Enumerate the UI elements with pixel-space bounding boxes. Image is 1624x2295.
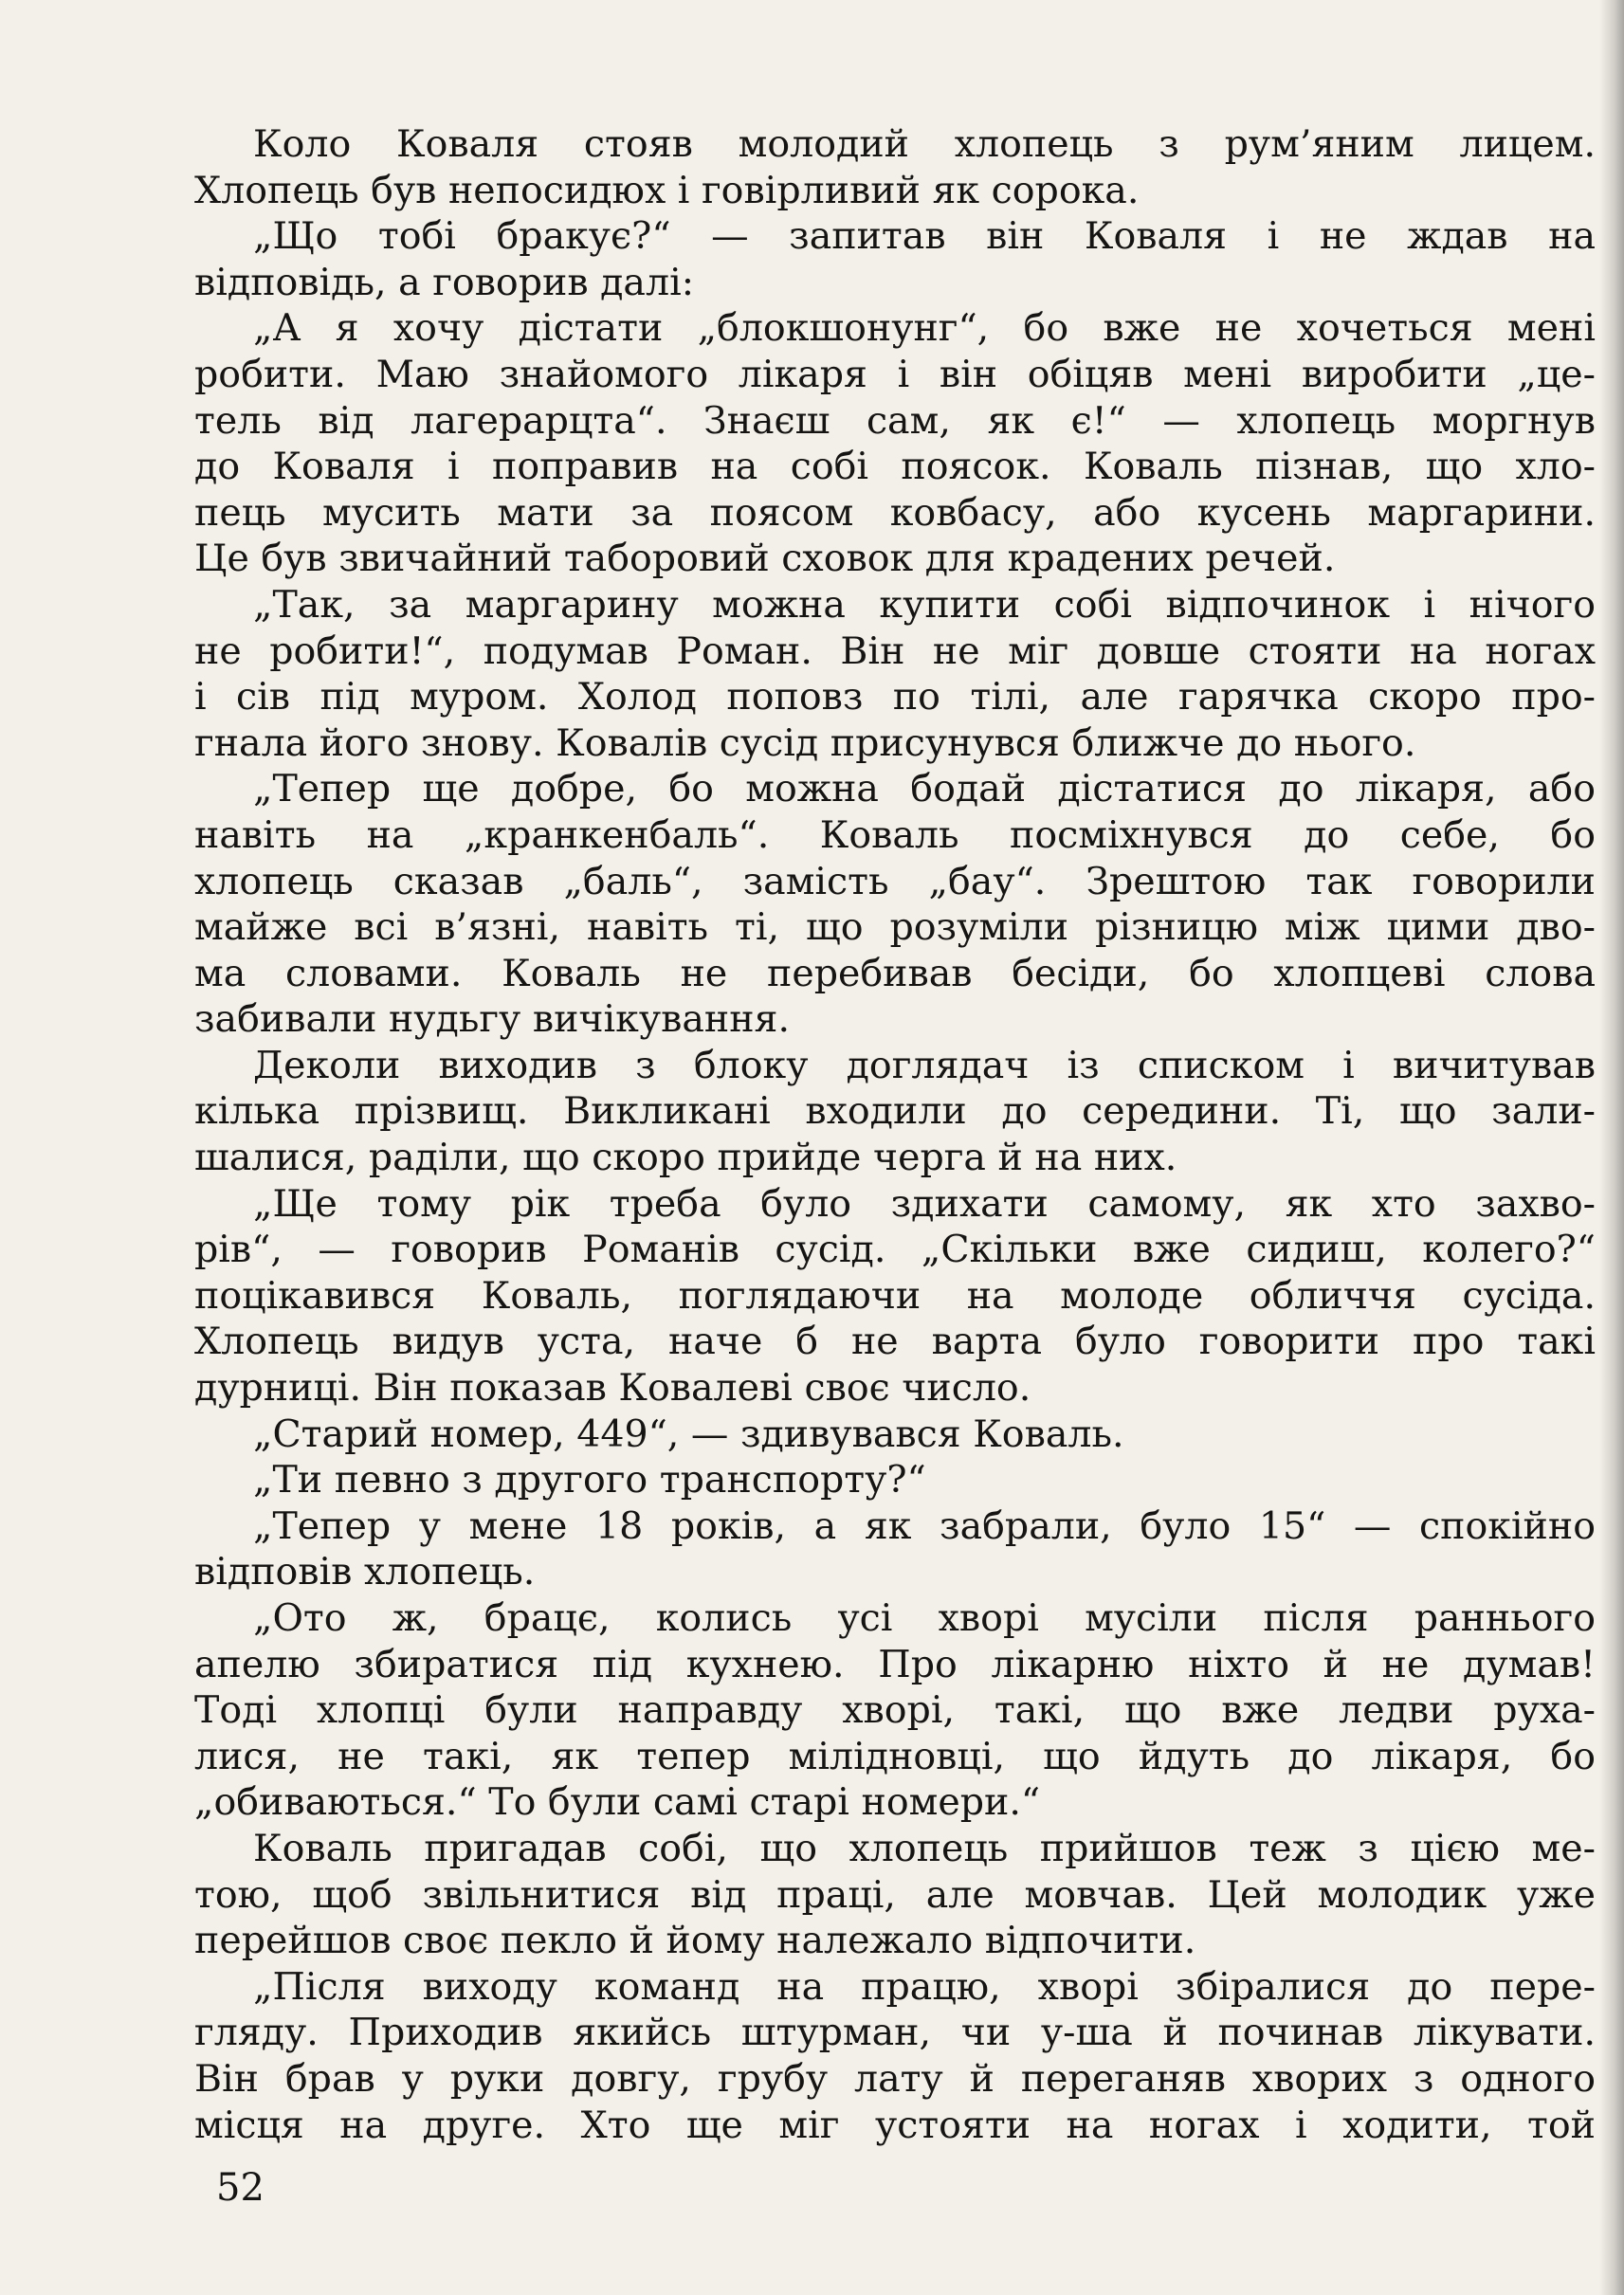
body-text — [194, 121, 1596, 2148]
text-line: „А я хочу дістати „блокшонунг“, бо вже не хочеться мені — [253, 306, 1596, 351]
text-line: „Що тобі бракує?“ — запитав він Коваля і не ждав на — [253, 214, 1596, 259]
text-line: місця на друге. Хто ще міг устояти на ногах і ходити, той — [194, 2103, 1596, 2147]
text-line: „Ти певно з другого транспорту?“ — [253, 1458, 926, 1503]
text-line: перейшов своє пекло й йому належало відпочити. — [194, 1919, 1196, 1963]
text-line: навіть на „кранкенбаль“. Коваль посміхнувся до себе, бо — [194, 812, 1596, 857]
text-line: поцікавився Коваль, поглядаючи на молоде обличчя сусіда. — [194, 1273, 1596, 1318]
text-line: відповідь, а говорив далі: — [194, 260, 695, 304]
text-line: „Так, за маргарину можна купити собі відпочинок і нічого — [253, 582, 1596, 627]
text-line: „Ще тому рік треба було здихати самому, як хто захво- — [253, 1181, 1596, 1226]
text-line: „обиваються.“ То були самі старі номери.“ — [194, 1780, 1041, 1825]
text-line: Деколи виходив з блоку доглядач із списком і вичитував — [253, 1043, 1596, 1087]
text-line: рів“, — говорив Романів сусід. „Скільки вже сидиш, колего?“ — [194, 1228, 1596, 1272]
text-line: забивали нудьгу вичікування. — [194, 997, 791, 1042]
text-line: лися, не такі, як тепер мілідновці, що йдуть до лікаря, бо — [194, 1734, 1596, 1778]
text-line: дурниці. Він показав Ковалеві своє число. — [194, 1366, 1031, 1411]
text-line: Він брав у руки довгу, грубу лату й переганяв хворих з одного — [194, 2056, 1596, 2101]
text-line: і сів під муром. Холод поповз по тілі, але гарячка скоро про- — [194, 675, 1596, 719]
text-line: Хлопець був непосидюх і говірливий як сорока. — [194, 168, 1140, 212]
text-line: тель від лагерарцта“. Знаєш сам, як є!“ — хлопець моргнув — [194, 398, 1596, 443]
text-line: ма словами. Коваль не перебивав бесіди, бо хлопцеві слова — [194, 951, 1596, 995]
text-line: Це був звичайний таборовий сховок для крадених речей. — [194, 537, 1336, 581]
text-line: „Тепер ще добре, бо можна бодай дістатися до лікаря, або — [253, 767, 1596, 811]
text-line: до Коваля і поправив на собі поясок. Коваль пізнав, що хло- — [194, 445, 1596, 489]
text-line: не робити!“, подумав Роман. Він не міг довше стояти на ногах — [194, 628, 1596, 673]
text-line: Коваль пригадав собі, що хлопець прийшов теж з цією ме- — [253, 1826, 1596, 1870]
text-line: апелю збиратися під кухнею. Про лікарню ніхто й не думав! — [194, 1642, 1596, 1686]
text-line: відповів хлопець. — [194, 1550, 536, 1594]
text-line: гнала його знову. Ковалів сусід присунувся ближче до нього. — [194, 720, 1416, 765]
page-number: 52 — [216, 2166, 265, 2210]
text-line: пець мусить мати за поясом ковбасу, або кусень маргарини. — [194, 490, 1596, 535]
text-line: шалися, раділи, що скоро прийде черга й на них. — [194, 1136, 1177, 1180]
text-line: робити. Маю знайомого лікаря і він обіцяв мені виробити „це- — [194, 352, 1596, 396]
page-edge-shadow — [1599, 0, 1624, 2295]
text-line: тою, щоб звільнитися від праці, але мовчав. Цей молодик уже — [194, 1872, 1596, 1917]
text-line: „Ото ж, брацє, колись усі хворі мусіли після раннього — [253, 1596, 1596, 1640]
text-line: кілька прізвищ. Викликані входили до середини. Ті, що зали- — [194, 1089, 1596, 1134]
text-line: Коло Коваля стояв молодий хлопець з рум’яним лицем. — [253, 122, 1596, 166]
text-line: „Тепер у мене 18 років, а як забрали, було 15“ — спокійно — [253, 1503, 1596, 1548]
text-line: майже всі в’язні, навіть ті, що розуміли різницю між цими дво- — [194, 905, 1596, 950]
text-line: Хлопець видув уста, наче б не варта було говорити про такі — [194, 1320, 1596, 1364]
text-line: „Після виходу команд на працю, хворі збіралися до пере- — [253, 1964, 1596, 2009]
text-line: гляду. Приходив якийсь штурман, чи у-ша й починав лікувати. — [194, 2011, 1596, 2055]
text-line: „Старий номер, 449“, — здивувався Коваль. — [253, 1412, 1124, 1456]
text-line: Тоді хлопці були направду хворі, такі, що вже ледви руха- — [194, 1688, 1596, 1733]
text-line: хлопець сказав „баль“, замість „бау“. Зрештою так говорили — [194, 859, 1596, 903]
